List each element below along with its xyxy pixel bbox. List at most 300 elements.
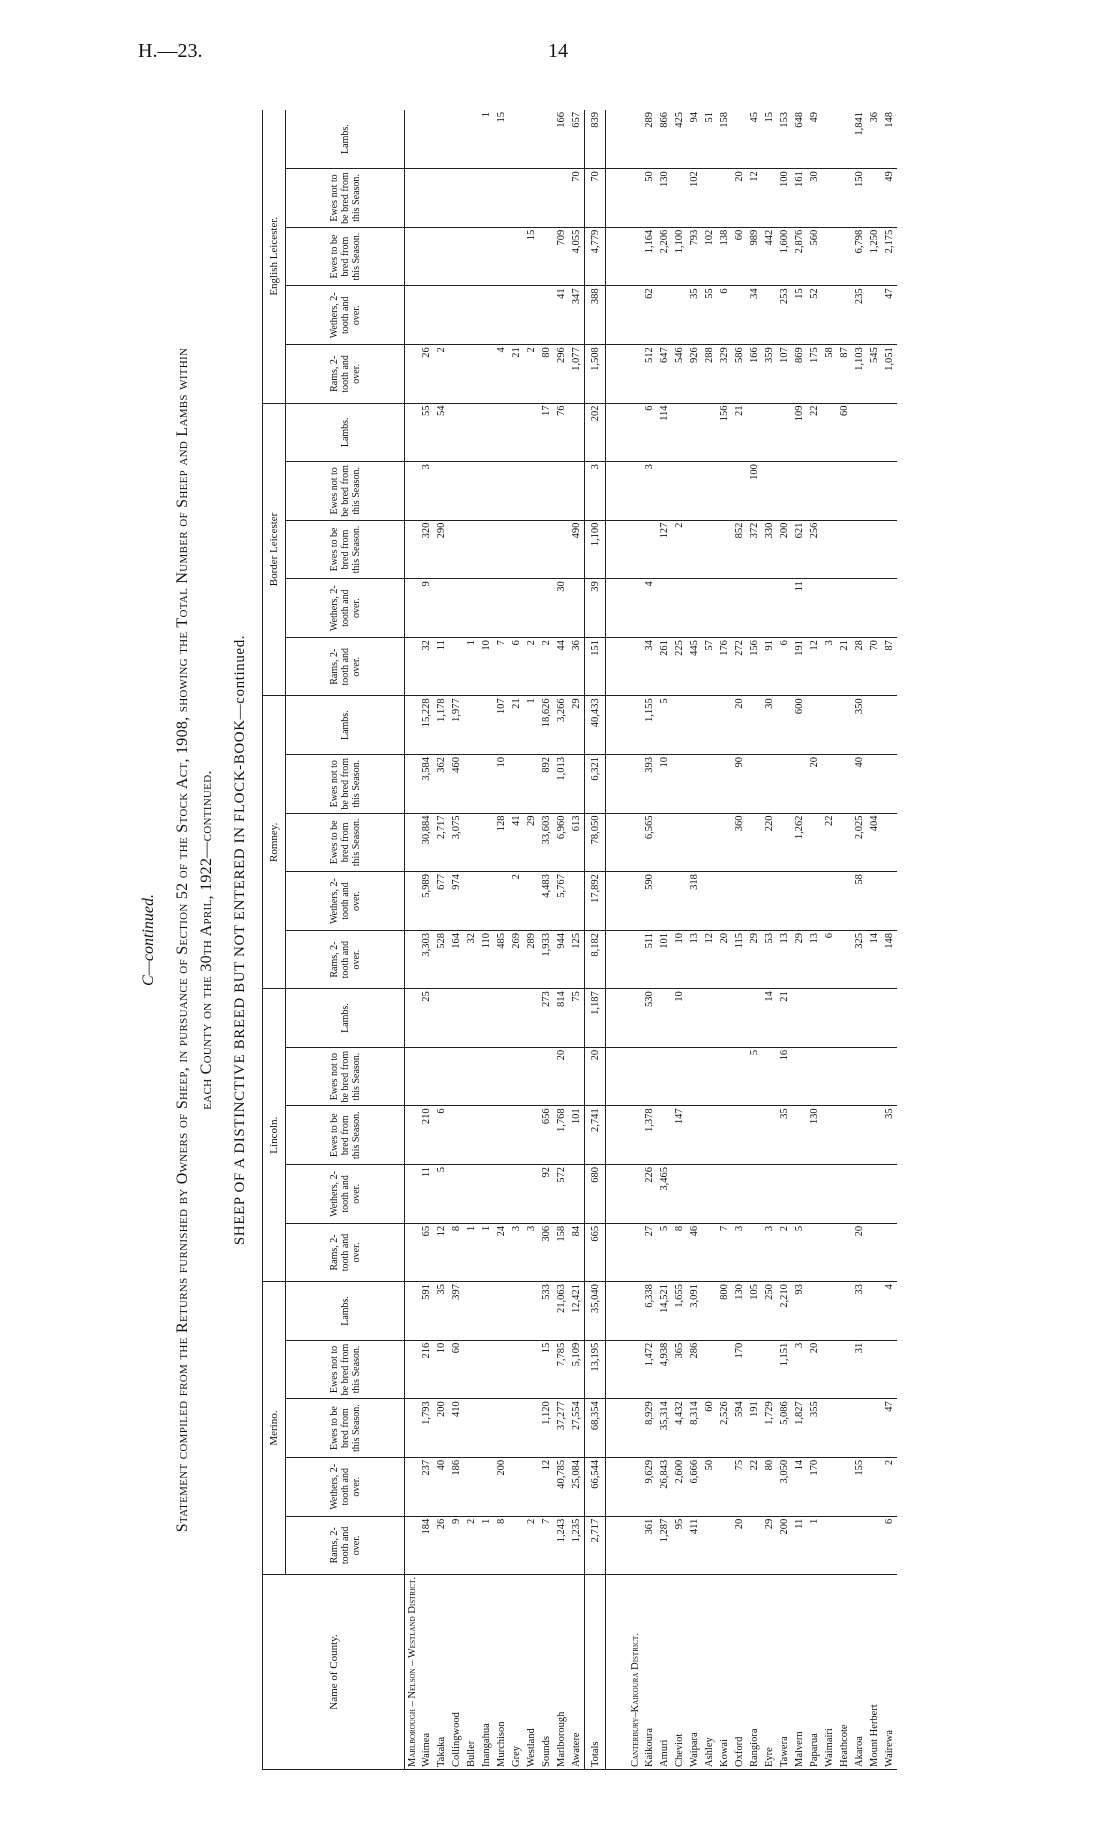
county-name: Waimea xyxy=(419,1575,434,1770)
table-cell: 1,164 xyxy=(642,227,657,286)
table-cell: 21 xyxy=(777,989,792,1048)
table-cell xyxy=(807,872,822,931)
table-cell: 647 xyxy=(657,345,672,403)
table-cell: 150 xyxy=(852,169,867,228)
table-cell: 53 xyxy=(762,930,777,988)
table-cell xyxy=(494,1165,509,1224)
table-cell: 665 xyxy=(585,1223,606,1281)
table-cell xyxy=(822,169,837,228)
table-cell: 158 xyxy=(554,1223,569,1281)
table-cell xyxy=(569,1165,585,1224)
table-cell: 15 xyxy=(792,286,807,345)
table-cell xyxy=(747,1340,762,1399)
table-cell: 12 xyxy=(747,169,762,228)
table-cell xyxy=(464,110,479,169)
table-cell xyxy=(509,754,524,813)
table-cell xyxy=(867,1457,882,1516)
table-cell xyxy=(672,169,687,228)
table-cell xyxy=(657,1047,672,1106)
county-name: Takaka xyxy=(434,1575,449,1770)
table-cell: 166 xyxy=(747,345,762,403)
table-cell: 1,262 xyxy=(792,813,807,872)
table-cell: 3 xyxy=(792,1340,807,1399)
table-cell xyxy=(792,462,807,521)
table-cell: 485 xyxy=(494,930,509,988)
table-cell xyxy=(479,813,494,872)
table-cell xyxy=(494,403,509,462)
table-cell xyxy=(882,754,897,813)
table-cell: 220 xyxy=(762,813,777,872)
table-cell: 9 xyxy=(419,579,434,638)
table-cell: 5 xyxy=(657,696,672,755)
table-cell xyxy=(777,872,792,931)
table-cell xyxy=(464,813,479,872)
table-cell: 24 xyxy=(494,1223,509,1281)
table-cell: 51 xyxy=(702,110,717,169)
table-cell xyxy=(687,1047,702,1106)
table-cell: 35 xyxy=(434,1282,449,1341)
table-cell: 110 xyxy=(479,930,494,988)
table-cell: 30 xyxy=(554,579,569,638)
table-cell: 1 xyxy=(524,696,539,755)
table-cell xyxy=(717,169,732,228)
table-cell xyxy=(419,169,434,228)
table-row xyxy=(792,110,807,1770)
table-cell: 1,655 xyxy=(672,1282,687,1341)
table-cell: 1,793 xyxy=(419,1399,434,1458)
table-cell: 2,600 xyxy=(672,1457,687,1516)
table-cell: 191 xyxy=(792,638,807,696)
table-cell: 6,565 xyxy=(642,813,657,872)
table-cell xyxy=(449,286,464,345)
table-row xyxy=(434,110,449,1770)
table-cell: 33,603 xyxy=(539,813,554,872)
table-cell xyxy=(509,1399,524,1458)
table-cell: 58 xyxy=(822,345,837,403)
column-header: Ewes to be bred from this Season. xyxy=(286,227,405,286)
county-name: Inangahua xyxy=(479,1575,494,1770)
table-cell xyxy=(762,462,777,521)
table-cell: 8,314 xyxy=(687,1399,702,1458)
table-cell xyxy=(509,989,524,1048)
table-cell xyxy=(464,754,479,813)
table-cell: 460 xyxy=(449,754,464,813)
table-cell: 101 xyxy=(657,930,672,988)
table-cell xyxy=(837,1457,852,1516)
table-cell xyxy=(762,1165,777,1224)
table-cell: 15 xyxy=(524,227,539,286)
table-cell xyxy=(867,1047,882,1106)
table-row xyxy=(867,110,882,1770)
table-cell: 1 xyxy=(479,1516,494,1574)
sheep-table xyxy=(262,110,897,1770)
table-cell: 35 xyxy=(882,1106,897,1165)
table-cell xyxy=(732,872,747,931)
table-cell xyxy=(479,286,494,345)
table-cell xyxy=(449,169,464,228)
county-name: Heathcote xyxy=(837,1575,852,1770)
table-cell: 40,433 xyxy=(585,696,606,755)
table-cell xyxy=(642,1047,657,1106)
table-cell: 1,827 xyxy=(792,1399,807,1458)
table-cell xyxy=(702,1516,717,1574)
table-cell: 3 xyxy=(762,1223,777,1281)
table-cell xyxy=(717,754,732,813)
table-cell xyxy=(852,1165,867,1224)
table-cell: 621 xyxy=(792,520,807,579)
table-cell xyxy=(687,1165,702,1224)
table-cell: 200 xyxy=(434,1399,449,1458)
table-cell: 445 xyxy=(687,638,702,696)
table-cell xyxy=(717,813,732,872)
table-cell xyxy=(569,872,585,931)
table-cell: 511 xyxy=(642,930,657,988)
table-cell xyxy=(882,520,897,579)
table-cell xyxy=(732,579,747,638)
table-cell: 148 xyxy=(882,110,897,169)
table-cell: 226 xyxy=(642,1165,657,1224)
table-cell xyxy=(837,696,852,755)
table-cell: 272 xyxy=(732,638,747,696)
table-cell xyxy=(717,1165,732,1224)
table-cell xyxy=(479,754,494,813)
table-cell xyxy=(717,1516,732,1574)
table-cell: 170 xyxy=(807,1457,822,1516)
table-cell xyxy=(672,813,687,872)
table-cell xyxy=(524,403,539,462)
table-cell: 318 xyxy=(687,872,702,931)
county-name: Mount Herbert xyxy=(867,1575,882,1770)
table-cell: 1,013 xyxy=(554,754,569,813)
table-cell xyxy=(657,872,672,931)
table-cell xyxy=(762,754,777,813)
column-header: Ewes not to be bred from this Season. xyxy=(286,1047,405,1106)
table-cell: 709 xyxy=(554,227,569,286)
table-cell: 1,187 xyxy=(585,989,606,1048)
table-cell xyxy=(717,1047,732,1106)
table-cell: 40 xyxy=(434,1457,449,1516)
table-cell xyxy=(717,1457,732,1516)
table-cell: 657 xyxy=(569,110,585,169)
table-cell xyxy=(852,989,867,1048)
table-cell xyxy=(867,169,882,228)
breed-header: Romney. xyxy=(263,696,286,989)
table-cell xyxy=(867,989,882,1048)
table-cell xyxy=(867,1165,882,1224)
table-cell xyxy=(449,989,464,1048)
table-cell xyxy=(539,1047,554,1106)
table-cell xyxy=(702,1106,717,1165)
table-cell: 296 xyxy=(554,345,569,403)
table-cell: 66,544 xyxy=(585,1457,606,1516)
table-cell: 2,717 xyxy=(585,1516,606,1574)
table-cell: 411 xyxy=(687,1516,702,1574)
table-cell xyxy=(762,1047,777,1106)
table-cell: 100 xyxy=(747,462,762,521)
county-name: Buller xyxy=(464,1575,479,1770)
table-cell: 107 xyxy=(494,696,509,755)
table-cell xyxy=(837,930,852,988)
table-cell: 44 xyxy=(554,638,569,696)
table-cell xyxy=(702,813,717,872)
table-cell: 60 xyxy=(837,403,852,462)
table-cell: 13 xyxy=(807,930,822,988)
table-cell xyxy=(449,1106,464,1165)
table-cell: 14 xyxy=(867,930,882,988)
table-cell xyxy=(464,989,479,1048)
table-cell: 5,989 xyxy=(419,872,434,931)
table-cell xyxy=(494,1106,509,1165)
table-cell: 2 xyxy=(464,1516,479,1574)
table-cell xyxy=(882,1340,897,1399)
table-cell: 289 xyxy=(642,110,657,169)
table-cell: 359 xyxy=(762,345,777,403)
table-cell xyxy=(524,1399,539,1458)
table-cell xyxy=(464,345,479,403)
table-cell: 10 xyxy=(672,989,687,1048)
table-cell: 6 xyxy=(777,638,792,696)
table-cell: 677 xyxy=(434,872,449,931)
table-cell xyxy=(524,1457,539,1516)
table-cell: 442 xyxy=(762,227,777,286)
table-cell: 34 xyxy=(747,286,762,345)
table-cell xyxy=(524,1106,539,1165)
breed-header: English Leicester. xyxy=(263,110,286,403)
table-cell: 30,884 xyxy=(419,813,434,872)
table-cell xyxy=(434,286,449,345)
table-cell: 8,182 xyxy=(585,930,606,988)
table-cell xyxy=(524,1047,539,1106)
table-cell xyxy=(509,1340,524,1399)
table-cell: 2,876 xyxy=(792,227,807,286)
table-cell xyxy=(509,462,524,521)
table-cell: 286 xyxy=(687,1340,702,1399)
table-cell: 29 xyxy=(762,1516,777,1574)
table-cell xyxy=(702,754,717,813)
table-cell xyxy=(762,169,777,228)
table-cell: 202 xyxy=(585,403,606,462)
table-cell xyxy=(464,1165,479,1224)
table-cell: 3 xyxy=(585,462,606,521)
table-cell: 55 xyxy=(702,286,717,345)
county-name: Murchison xyxy=(494,1575,509,1770)
table-cell xyxy=(464,1106,479,1165)
table-cell: 210 xyxy=(419,1106,434,1165)
table-cell: 130 xyxy=(807,1106,822,1165)
table-cell xyxy=(882,579,897,638)
table-cell: 15 xyxy=(762,110,777,169)
table-cell: 20 xyxy=(852,1223,867,1281)
table-cell: 91 xyxy=(762,638,777,696)
table-cell: 84 xyxy=(569,1223,585,1281)
table-cell: 372 xyxy=(747,520,762,579)
table-cell: 26 xyxy=(434,1516,449,1574)
table-cell xyxy=(747,754,762,813)
table-cell: 10 xyxy=(434,1340,449,1399)
table-cell xyxy=(464,1047,479,1106)
table-cell: 869 xyxy=(792,345,807,403)
table-cell: 105 xyxy=(747,1282,762,1341)
table-cell xyxy=(747,989,762,1048)
table-cell xyxy=(672,872,687,931)
table-cell xyxy=(479,579,494,638)
table-cell: 12 xyxy=(434,1223,449,1281)
table-cell: 545 xyxy=(867,345,882,403)
table-cell xyxy=(449,227,464,286)
table-cell xyxy=(852,1516,867,1574)
table-cell xyxy=(792,1165,807,1224)
table-cell: 6,321 xyxy=(585,754,606,813)
county-name: Malvern xyxy=(792,1575,807,1770)
table-cell xyxy=(882,1223,897,1281)
table-cell: 30 xyxy=(762,696,777,755)
table-cell xyxy=(479,1340,494,1399)
table-cell xyxy=(554,169,569,228)
table-cell: 6,798 xyxy=(852,227,867,286)
table-cell xyxy=(524,520,539,579)
table-cell xyxy=(717,579,732,638)
table-cell: 39 xyxy=(585,579,606,638)
table-cell xyxy=(494,1282,509,1341)
table-cell: 572 xyxy=(554,1165,569,1224)
table-cell: 656 xyxy=(539,1106,554,1165)
table-cell: 55 xyxy=(419,403,434,462)
table-cell xyxy=(464,169,479,228)
table-cell: 47 xyxy=(882,1399,897,1458)
table-cell xyxy=(509,1047,524,1106)
column-header: Ewes to be bred from this Season. xyxy=(286,813,405,872)
table-cell xyxy=(822,520,837,579)
table-cell xyxy=(717,696,732,755)
table-cell: 253 xyxy=(777,286,792,345)
table-cell xyxy=(837,286,852,345)
table-cell: 200 xyxy=(777,1516,792,1574)
table-cell xyxy=(672,579,687,638)
table-cell: 393 xyxy=(642,754,657,813)
column-header: Ewes not to be bred from this Season. xyxy=(286,462,405,521)
table-cell xyxy=(494,989,509,1048)
table-cell: 4 xyxy=(882,1282,897,1341)
column-header: Rams, 2-tooth and over. xyxy=(286,1516,405,1574)
statement-title-cont: each County on the 30th April, 1922—continued. xyxy=(198,770,215,1110)
table-cell: 10 xyxy=(479,638,494,696)
county-name: Collingwood xyxy=(449,1575,464,1770)
table-cell: 175 xyxy=(807,345,822,403)
table-cell: 147 xyxy=(672,1106,687,1165)
table-cell: 9 xyxy=(449,1516,464,1574)
table-cell: 1,472 xyxy=(642,1340,657,1399)
county-header: Name of County. xyxy=(263,1575,405,1770)
table-cell xyxy=(657,286,672,345)
table-cell: 1,768 xyxy=(554,1106,569,1165)
table-cell: 191 xyxy=(747,1399,762,1458)
table-cell xyxy=(672,696,687,755)
table-cell: 289 xyxy=(524,930,539,988)
table-cell xyxy=(837,462,852,521)
table-cell: 355 xyxy=(807,1399,822,1458)
table-cell: 4,938 xyxy=(657,1340,672,1399)
table-cell: 362 xyxy=(434,754,449,813)
table-cell: 2 xyxy=(672,520,687,579)
table-cell xyxy=(732,286,747,345)
table-cell: 237 xyxy=(419,1457,434,1516)
table-row xyxy=(732,110,747,1770)
table-cell xyxy=(509,403,524,462)
table-cell xyxy=(672,286,687,345)
table-cell: 269 xyxy=(509,930,524,988)
table-cell xyxy=(777,403,792,462)
table-row xyxy=(419,110,434,1770)
table-cell: 1,103 xyxy=(852,345,867,403)
table-cell: 35 xyxy=(777,1106,792,1165)
table-cell: 200 xyxy=(777,520,792,579)
table-cell: 388 xyxy=(585,286,606,345)
table-cell: 16 xyxy=(777,1047,792,1106)
table-cell xyxy=(672,754,687,813)
table-cell xyxy=(509,1106,524,1165)
table-cell xyxy=(867,1106,882,1165)
table-cell: 170 xyxy=(732,1340,747,1399)
table-cell xyxy=(732,110,747,169)
table-cell: 62 xyxy=(642,286,657,345)
county-name: Wairewa xyxy=(882,1575,897,1770)
table-cell: 12 xyxy=(807,638,822,696)
table-cell: 3 xyxy=(822,638,837,696)
table-cell xyxy=(672,1047,687,1106)
table-cell: 1 xyxy=(464,1223,479,1281)
table-cell: 9,629 xyxy=(642,1457,657,1516)
table-cell xyxy=(717,520,732,579)
table-cell xyxy=(702,462,717,521)
table-cell xyxy=(509,520,524,579)
section-subtitle: SHEEP OF A DISTINCTIVE BREED BUT NOT ENTERED IN FLOCK-BOOK—continued. xyxy=(232,634,248,1246)
table-cell: 2 xyxy=(882,1457,897,1516)
table-cell: 1,100 xyxy=(585,520,606,579)
table-cell xyxy=(672,403,687,462)
table-cell xyxy=(777,462,792,521)
column-header: Lambs. xyxy=(286,1282,405,1341)
table-cell xyxy=(702,1165,717,1224)
table-cell: 3 xyxy=(732,1223,747,1281)
table-cell: 852 xyxy=(732,520,747,579)
table-cell: 102 xyxy=(687,169,702,228)
table-cell: 3,465 xyxy=(657,1165,672,1224)
table-cell: 94 xyxy=(687,110,702,169)
column-header: Lambs. xyxy=(286,110,405,169)
table-cell xyxy=(687,579,702,638)
column-header: Lambs. xyxy=(286,403,405,462)
table-cell: 20 xyxy=(732,696,747,755)
table-cell: 4,055 xyxy=(569,227,585,286)
county-name: Oxford xyxy=(732,1575,747,1770)
table-cell: 7 xyxy=(494,638,509,696)
table-cell: 31 xyxy=(852,1340,867,1399)
table-cell xyxy=(747,1165,762,1224)
table-row xyxy=(717,110,732,1770)
table-cell xyxy=(747,403,762,462)
table-cell xyxy=(569,1047,585,1106)
table-cell: 151 xyxy=(585,638,606,696)
table-cell: 27 xyxy=(642,1223,657,1281)
table-cell: 814 xyxy=(554,989,569,1048)
table-cell: 29 xyxy=(524,813,539,872)
table-cell xyxy=(494,520,509,579)
table-cell: 3,303 xyxy=(419,930,434,988)
table-cell: 101 xyxy=(569,1106,585,1165)
table-cell: 60 xyxy=(449,1340,464,1399)
table-cell xyxy=(702,520,717,579)
table-cell xyxy=(822,1516,837,1574)
